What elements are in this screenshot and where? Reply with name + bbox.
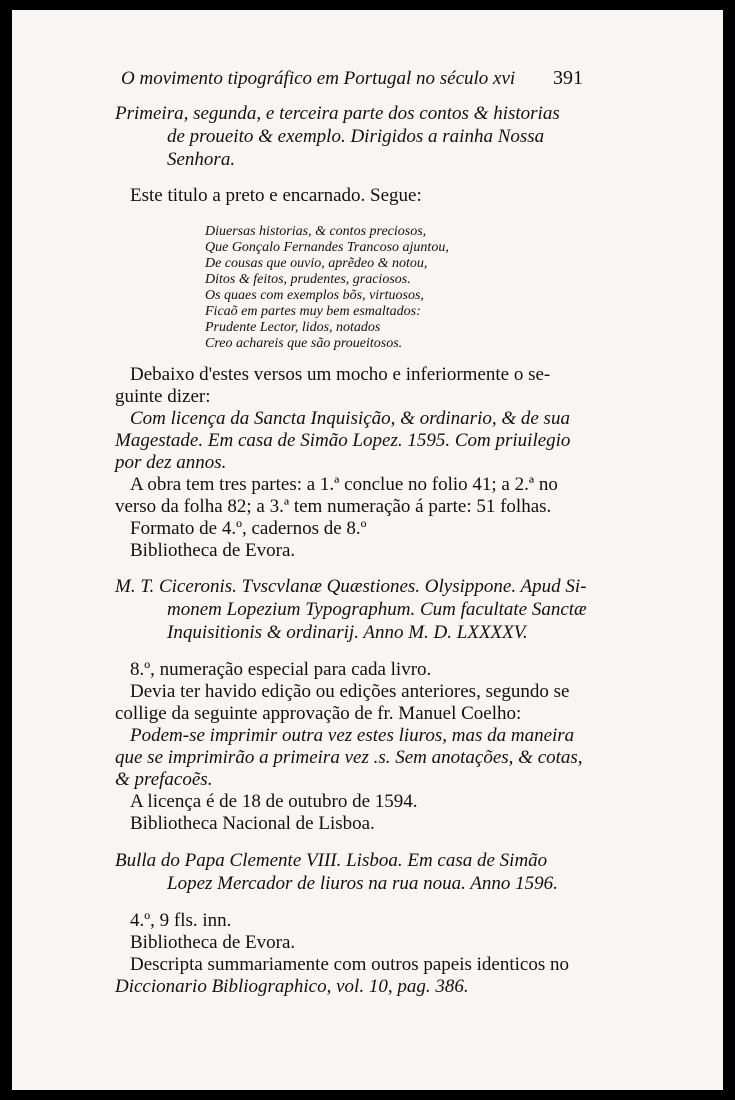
verse-line: Os quaes com exemplos bõs, virtuosos, [205,288,424,303]
library-line: Bibliotheca de Evora. [130,540,296,561]
body-line: 8.º, numeração especial para cada livro. [130,659,432,680]
quote-line: que se imprimirão a primeira vez .s. Sem anotações, & cotas, [115,747,583,768]
imprint-line: Magestade. Em casa de Simão Lopez. 1595. Com priuilegio [115,430,571,451]
imprint-line: Com licença da Sancta Inquisição, & ordinario, & de sua [130,408,570,429]
entry-title-line: de proueito & exemplo. Dirigidos a rainha Nossa [167,126,545,147]
body-line: guinte dizer: [115,386,211,407]
format-line: Formato de 4.º, cadernos de 8.º [130,518,367,539]
entry-title-line: M. T. Ciceronis. Tvscvlanæ Quæstiones. Olysippone. Apud Si- [115,576,587,597]
verse-line: Creo achareis que são proueitosos. [205,336,403,351]
page-number: 391 [553,67,583,89]
verse-line: Diuersas historias, & contos preciosos, [205,224,427,239]
entry-title-line: Lopez Mercador de liuros na rua noua. Anno 1596. [167,873,558,894]
library-line: Bibliotheca Nacional de Lisboa. [130,813,375,834]
body-line: Diccionario Bibliographico, vol. 10, pag. 386. [115,976,469,997]
quote-line: & prefacoẽs. [115,769,213,790]
book-page [12,10,723,1090]
body-line: A licença é de 18 de outubro de 1594. [130,791,418,812]
entry-title-line: Primeira, segunda, e terceira parte dos contos & historias [115,103,560,124]
page-text [12,10,723,1090]
library-line: Bibliotheca de Evora. [130,932,296,953]
format-line: 4.º, 9 fls. inn. [130,910,232,931]
verse-line: Prudente Lector, lidos, notados [205,320,381,335]
verse-line: Ficaõ em partes muy bem esmaltados: [205,304,421,319]
body-line: A obra tem tres partes: a 1.ª conclue no folio 41; a 2.ª no [130,474,558,495]
body-line: Devia ter havido edição ou edições anteriores, segundo se [130,681,570,702]
entry-title-line: Bulla do Papa Clemente VIII. Lisboa. Em casa de Simão [115,850,548,871]
verse-line: Ditos & feitos, prudentes, graciosos. [205,272,411,287]
body-line: Descripta summariamente com outros papeis identicos no [130,954,569,975]
imprint-line: por dez annos. [115,452,227,473]
quote-line: Podem-se imprimir outra vez estes liuros, mas da maneira [130,725,575,746]
entry-title-line: monem Lopezium Typographum. Cum facultate Sanctæ [167,599,587,620]
entry-title-line: Senhora. [167,149,236,170]
entry-note: Este titulo a preto e encarnado. Segue: [130,185,422,206]
verse-line: Que Gonçalo Fernandes Trancoso ajuntou, [205,240,449,255]
running-title: O movimento tipográfico em Portugal no século xvi [121,68,516,89]
verse-line: De cousas que ouvio, aprẽdeo & notou, [205,256,428,271]
body-line: Debaixo d'estes versos um mocho e inferiormente o se- [130,364,551,385]
body-line: verso da folha 82; a 3.ª tem numeração á parte: 51 folhas. [115,496,552,517]
entry-title-line: Inquisitionis & ordinarij. Anno M. D. LXXXXV. [167,622,528,643]
body-line: collige da seguinte approvação de fr. Manuel Coelho: [115,703,522,724]
